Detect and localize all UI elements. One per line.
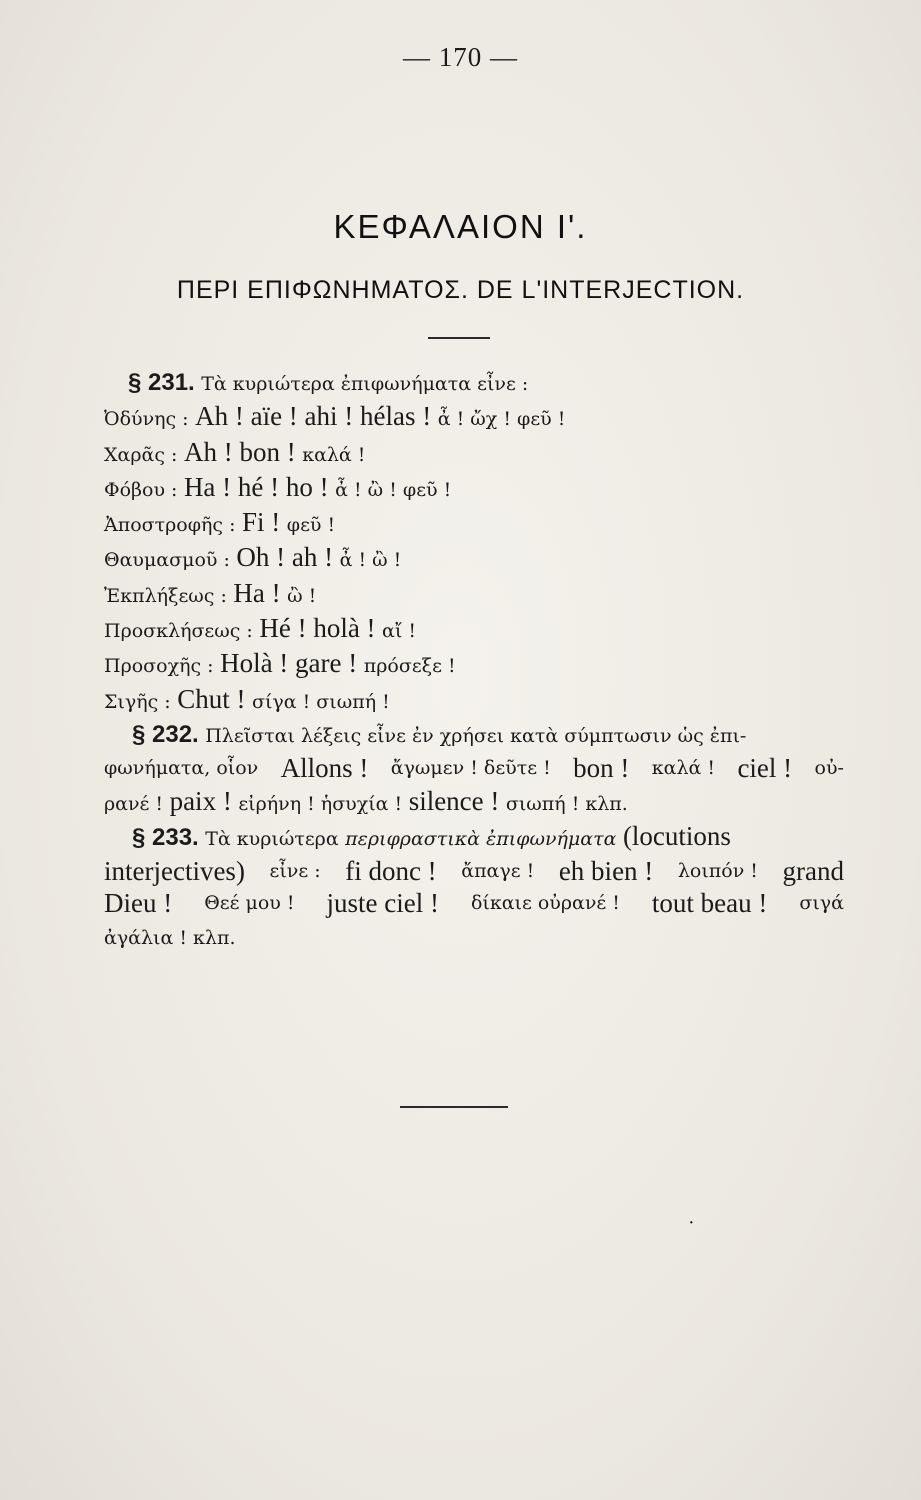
text-segment: grand xyxy=(782,856,844,887)
section-231-heading xyxy=(104,366,844,400)
text-segment: δίκαιε οὐρανέ ! xyxy=(470,892,620,915)
row-greek: ἆ ! ὤχ ! φεῦ ! xyxy=(437,408,566,431)
text-segment: εἶνε : xyxy=(269,860,321,883)
chapter-title: ΚΕΦΑΛΑΙΟΝ Ι'. xyxy=(333,208,588,245)
row-greek: πρόσεξε ! xyxy=(363,655,456,678)
section-number: § 231. xyxy=(128,369,195,396)
text-segment: εἰρήνη ! ἡσυχία ! xyxy=(238,792,403,815)
text-segment: eh bien ! xyxy=(558,856,654,887)
section-232-line xyxy=(104,785,844,820)
row-french: Ah ! bon ! xyxy=(183,436,296,467)
text-segment: σιωπή ! κλπ. xyxy=(505,792,628,815)
interjection-row xyxy=(104,400,844,435)
row-french: Ha ! hé ! ho ! xyxy=(183,471,329,502)
row-label: Ὀδύνης : xyxy=(104,408,189,431)
text-segment: λοιπόν ! xyxy=(677,860,758,883)
row-label: Ἐκπλήξεως : xyxy=(104,584,227,607)
section-232-line xyxy=(104,718,844,752)
row-label: Θαυμασμοῦ : xyxy=(104,549,230,572)
ink-dot: · xyxy=(688,1212,695,1234)
section-intro: Τὰ κυριώτερα ἐπιφωνήματα εἶνε : xyxy=(201,373,529,395)
row-greek: φεῦ ! xyxy=(286,514,336,537)
page-number: — 170 — xyxy=(403,42,518,72)
title-rule xyxy=(428,337,490,339)
row-french: Oh ! ah ! xyxy=(236,542,334,573)
text-segment: bon ! xyxy=(573,753,630,784)
row-label: Προσοχῆς : xyxy=(104,655,214,678)
text-segment: οὐ- xyxy=(814,757,844,780)
row-label: Προσκλήσεως : xyxy=(104,620,253,643)
row-greek: ἆ ! ὢ ! xyxy=(339,549,402,572)
section-233-line xyxy=(104,887,844,919)
text-segment: ἀγάλια ! κλπ. xyxy=(104,926,236,949)
row-french: Ah ! aïe ! ahi ! hélas ! xyxy=(195,401,432,432)
text-segment: ciel ! xyxy=(737,753,793,784)
text-segment: Θεέ μου ! xyxy=(204,892,295,915)
text-segment: juste ciel ! xyxy=(326,888,439,919)
row-label: Χαρᾶς : xyxy=(104,443,178,466)
text-segment: καλά ! xyxy=(651,757,716,780)
row-french: Hé ! holà ! xyxy=(259,613,376,644)
interjection-row xyxy=(104,471,844,506)
interjection-row xyxy=(104,506,844,541)
text-segment: fi donc ! xyxy=(345,856,437,887)
text-segment: ρανέ ! xyxy=(104,792,164,815)
interjection-row xyxy=(104,612,844,647)
section-233-line xyxy=(104,820,844,855)
row-label: Σιγῆς : xyxy=(104,690,171,713)
text-segment: paix ! xyxy=(169,785,232,816)
row-label: Ἀποστροφῆς : xyxy=(104,514,236,537)
row-greek: ὢ ! xyxy=(287,584,317,607)
text-segment: φωνήματα, οἷον xyxy=(104,757,259,780)
row-label: Φόβου : xyxy=(104,478,178,501)
section-232-line xyxy=(104,752,844,784)
text-segment: ἄπαγε ! xyxy=(461,860,535,883)
row-french: Chut ! xyxy=(177,683,246,714)
text-segment: silence ! xyxy=(408,785,500,816)
row-french: Holà ! gare ! xyxy=(220,648,358,679)
interjection-row xyxy=(104,683,844,718)
text-segment: (locutions xyxy=(622,820,731,851)
interjection-row xyxy=(104,436,844,471)
text-segment: interjectives) xyxy=(104,856,245,887)
row-greek: καλά ! xyxy=(302,443,366,466)
section-233-line xyxy=(104,855,844,887)
text-segment: σιγά xyxy=(799,892,844,915)
text-segment: περιφραστικὰ ἐπιφωνήματα xyxy=(345,827,617,850)
interjection-row xyxy=(104,541,844,576)
row-greek: ἆ ! ὢ ! φεῦ ! xyxy=(335,478,452,501)
text-segment: tout beau ! xyxy=(651,888,768,919)
closing-rule xyxy=(400,1106,508,1108)
row-greek: σίγα ! σιωπή ! xyxy=(251,690,390,713)
text-segment: Πλεῖσται λέξεις εἶνε ἐν χρήσει κατὰ σύμπτωσιν ὡς ἐπι- xyxy=(205,724,747,747)
text-segment: Allons ! xyxy=(280,753,369,784)
section-233-line xyxy=(104,920,844,954)
interjection-row xyxy=(104,577,844,612)
row-french: Ha ! xyxy=(233,577,281,608)
row-greek: αἴ ! xyxy=(382,620,417,643)
text-segment: Dieu ! xyxy=(104,888,173,919)
section-number: § 233. xyxy=(132,823,199,851)
text-segment: ἄγωμεν ! δεῦτε ! xyxy=(390,757,551,780)
body-text xyxy=(104,366,844,954)
text-segment: Τὰ κυριώτερα xyxy=(205,827,339,850)
section-number: § 232. xyxy=(132,720,199,748)
interjection-row xyxy=(104,647,844,682)
row-french: Fi ! xyxy=(242,507,281,538)
chapter-subtitle: ΠΕΡΙ ΕΠΙΦΩΝΗΜΑΤΟΣ. DE L'INTERJECTION. xyxy=(176,276,745,304)
